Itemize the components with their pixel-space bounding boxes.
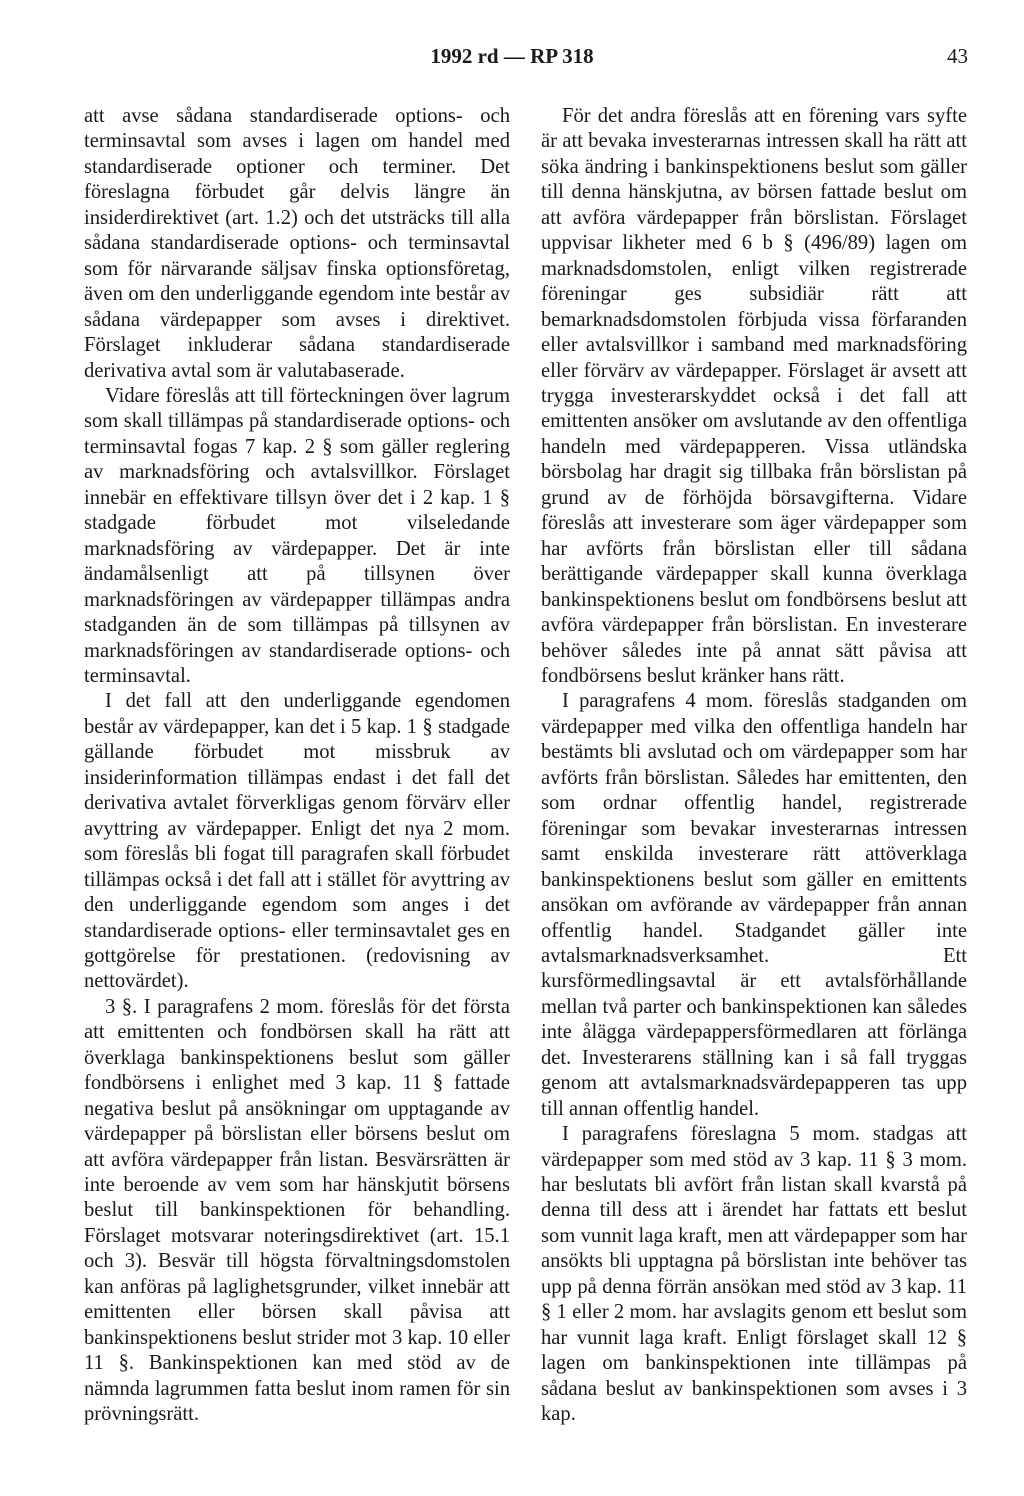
paragraph: 3 §. I paragrafens 2 mom. föreslås för det första att emittenten och fondbörsen skall ha rätt att överklaga bankinspektionens beslut som gäller fondbörsens i enlighet med 3 kap. 11 § fattade negativa beslut på ansökningar om upptagande av värdepapper på börslistan eller börsens beslut om att avföra värdepapper från listan. Besvärsrätten är inte beroende av vem som har hänskjutit börsens beslut till bankinspektionen för behandling. Förslaget motsvarar noteringsdirektivet (art. 15.1 och 3). Besvär till högsta förvaltningsdomstolen kan anföras på laglighetsgrunder, vilket innebär att emittenten eller börsen skall påvisa att bankinspektionens beslut strider mot 3 kap. 10 eller 11 §. Bankinspektionen kan med stöd av de nämnda lagrummen fatta beslut inom ramen för sin prövningsrätt. — [84, 995, 510, 1426]
page-header — [0, 44, 1024, 74]
page-number: 43 — [947, 44, 968, 68]
running-title: 1992 rd — RP 318 — [430, 44, 594, 68]
paragraph: I det fall att den underliggande egendomen består av värdepapper, kan det i 5 kap. 1 § stadgade gällande förbudet mot missbruk av insiderinformation tillämpas endast i det fall det derivativa avtalet förverkligas genom förvärv eller avyttring av värdepapper. Enligt det nya 2 mom. som föreslås bli fogat till paragrafen skall förbudet tillämpas också i det fall att i stället för avyttring av den underliggande egendom som anges i det standardiserade options- eller terminsavtalet ges en gottgörelse för prestationen. (redovisning av nettovärdet). — [84, 690, 510, 993]
paragraph: I paragrafens 4 mom. föreslås stadganden om värdepapper med vilka den offentliga handeln har bestämts bli avslutad och om värdepapper som har avförts från börslistan. Således har emittenten, den som ordnar offentlig handel, registrerade föreningar som bevakar investerarnas intressen samt enskilda investerare rätt attöverklaga bankinspektionens beslut som gäller en emittents ansökan om avförande av värdepapper från annan offentlig handel. Stadgandet gäller inte avtalsmarknadsverksamhet. Ett kursförmedlingsavtal är ett avtalsförhållande mellan två parter och bankinspektionen kan således inte ålägga värdepappersförmedlaren att förlänga det. Investerarens ställning kan i så fall tryggas genom att avtalsmarknadsvärdepapperen tas upp till annan offentlig handel. — [541, 690, 967, 1120]
left-column — [84, 104, 510, 1428]
right-column — [541, 104, 967, 1428]
paragraph: I paragrafens föreslagna 5 mom. stadgas att värdepapper som med stöd av 3 kap. 11 § 3 mom. har beslutats bli avfört från listan skall kvarstå på denna till dess att i ärendet har fattats ett beslut som vunnit laga kraft, men att värdepapper som har ansökts bli upptagna på börslistan inte behöver tas upp på denna förrän ansökan med stöd av 3 kap. 11 § 1 eller 2 mom. har avslagits genom ett beslut som har vunnit laga kraft. Enligt förslaget skall 12 § lagen om bankinspektionen inte tillämpas på sådana beslut av bankinspektionen som avses i 3 kap. — [541, 1123, 967, 1426]
paragraph: För det andra föreslås att en förening vars syfte är att bevaka investerarnas intressen skall ha rätt att söka ändring i bankinspektionens beslut som gäller till denna hänskjutna, av börsen fattade beslut om att avföra värdepapper från börslistan. Förslaget uppvisar likheter med 6 b § (496/89) lagen om marknadsdomstolen, enligt vilken registrerade föreningar ges subsidiär rätt att bemarknadsdomstolen förbjuda vissa förfaranden eller avtalsvillkor i samband med marknadsföring eller förvärv av värdepapper. Förslaget är avsett att trygga investerarskyddet också i det fall att emittenten ansöker om avslutande av den offentliga handeln med värdepapperen. Vissa utländska börsbolag har dragit sig tillbaka från börslistan på grund av de förhöjda börsavgifterna. Vidare föreslås att investerare som äger värdepapper som har avförts från börslistan eller till sådana berättigande värdepapper skall kunna överklaga bankinspektionens beslut om fondbörsens beslut att avföra värdepapper från börslistan. En investerare behöver således inte på annat sätt påvisa att fondbörsens beslut kränker hans rätt. — [541, 105, 967, 687]
paragraph: att avse sådana standardiserade options- och terminsavtal som avses i lagen om handel med standardiserade optioner och terminer. Det föreslagna förbudet går delvis längre än insiderdirektivet (art. 1.2) och det utsträcks till alla sådana standardiserade options- och terminsavtal som för närvarande säljsav finska optionsföretag, även om den underliggande egendom inte består av sådana värdepapper som avses i direktivet. Förslaget inkluderar sådana standardiserade derivativa avtal som är valutabaserade. — [84, 105, 510, 382]
paragraph: Vidare föreslås att till förteckningen över lagrum som skall tillämpas på standardiserade options- och terminsavtal fogas 7 kap. 2 § som gäller reglering av marknadsföring och avtalsvillkor. Förslaget innebär en effektivare tillsyn över det i 2 kap. 1 § stadgade förbudet mot vilseledande marknadsföring av värdepapper. Det är inte ändamålsenligt att på tillsynen över marknadsföringen av värdepapper tillämpas andra stadganden än de som tillämpas på tillsynen av marknadsföringen av standardiserade options- och terminsavtal. — [84, 384, 510, 687]
